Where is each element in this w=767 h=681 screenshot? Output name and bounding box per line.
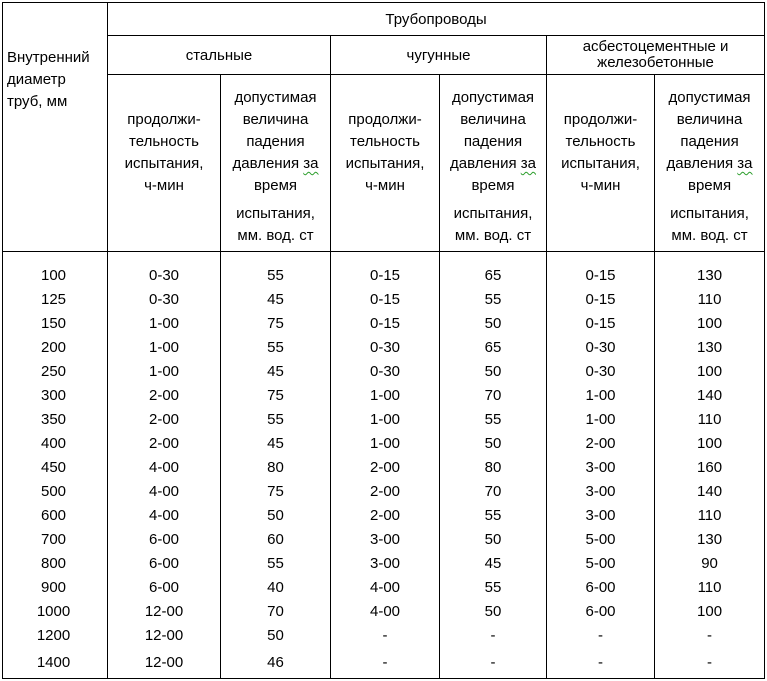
steel-duration-cell: 1-00 <box>108 336 221 360</box>
duration-header-line: продолжи- <box>348 111 422 128</box>
steel-drop-cell: 55 <box>221 408 331 432</box>
steel-duration-cell: 12-00 <box>108 648 221 679</box>
cast-iron-drop-cell: 50 <box>440 600 547 624</box>
diameter-cell: 125 <box>3 288 108 312</box>
table-row <box>3 600 765 624</box>
diameter-header <box>3 3 108 252</box>
diameter-cell: 350 <box>3 408 108 432</box>
pressure-drop-header-line: падения <box>680 133 739 150</box>
table-row <box>3 360 765 384</box>
steel-duration-cell: 0-30 <box>108 252 221 289</box>
steel-drop-cell: 40 <box>221 576 331 600</box>
duration-header <box>108 75 221 252</box>
steel-duration-cell: 6-00 <box>108 576 221 600</box>
table-body <box>3 252 765 679</box>
steel-duration-cell: 4-00 <box>108 504 221 528</box>
pressure-drop-header-line: величина <box>460 111 526 128</box>
pressure-word: давления <box>666 155 734 172</box>
duration-header-line: ч-мин <box>580 177 621 194</box>
asbestos-duration-cell: 0-30 <box>547 336 655 360</box>
diameter-cell: 1400 <box>3 648 108 679</box>
cast-iron-drop-cell: 80 <box>440 456 547 480</box>
pipeline-test-table <box>2 2 765 679</box>
material-steel-header: стальные <box>108 36 331 75</box>
diameter-cell: 200 <box>3 336 108 360</box>
cast-iron-duration-cell: 2-00 <box>331 456 440 480</box>
pressure-drop-header-line: время <box>687 177 732 194</box>
cast-iron-drop-cell: 55 <box>440 504 547 528</box>
table-row <box>3 432 765 456</box>
asbestos-duration-cell: 0-15 <box>547 312 655 336</box>
table-row <box>3 408 765 432</box>
steel-duration-cell: 2-00 <box>108 384 221 408</box>
cast-iron-duration-cell: 0-15 <box>331 252 440 289</box>
steel-drop-cell: 70 <box>221 600 331 624</box>
pressure-drop-header-line: допустимая <box>451 89 535 106</box>
table-row <box>3 648 765 679</box>
table-row <box>3 576 765 600</box>
pressure-drop-header-line: величина <box>676 111 743 128</box>
cast-iron-duration-cell: 0-30 <box>331 336 440 360</box>
pressure-drop-header-line: мм. вод. ст <box>237 227 314 244</box>
diameter-cell: 1000 <box>3 600 108 624</box>
table-row <box>3 252 765 289</box>
pressure-drop-header-line: допустимая <box>234 89 317 106</box>
cast-iron-duration-cell: 2-00 <box>331 480 440 504</box>
asbestos-drop-cell: 90 <box>655 552 765 576</box>
diameter-cell: 100 <box>3 252 108 289</box>
asbestos-duration-cell: 6-00 <box>547 576 655 600</box>
cast-iron-drop-cell: 50 <box>440 528 547 552</box>
steel-duration-cell: 4-00 <box>108 456 221 480</box>
duration-header-line: испытания, <box>124 155 204 172</box>
pressure-drop-header-line: падения <box>246 133 305 150</box>
cast-iron-drop-cell: 50 <box>440 432 547 456</box>
steel-drop-cell: 46 <box>221 648 331 679</box>
diameter-cell: 800 <box>3 552 108 576</box>
pressure-word: давления <box>232 155 300 172</box>
asbestos-duration-cell: 5-00 <box>547 552 655 576</box>
diameter-header-line: труб, мм <box>7 93 68 110</box>
cast-iron-duration-cell: 0-15 <box>331 288 440 312</box>
asbestos-drop-cell: 130 <box>655 252 765 289</box>
cast-iron-drop-cell: 70 <box>440 384 547 408</box>
asbestos-drop-cell: 110 <box>655 288 765 312</box>
pressure-drop-header-line: допустимая <box>668 89 751 106</box>
steel-drop-cell: 50 <box>221 624 331 648</box>
steel-duration-cell: 4-00 <box>108 480 221 504</box>
steel-duration-cell: 2-00 <box>108 408 221 432</box>
cast-iron-duration-cell: 1-00 <box>331 432 440 456</box>
asbestos-duration-cell: 0-15 <box>547 288 655 312</box>
cast-iron-drop-cell: 50 <box>440 360 547 384</box>
spellcheck-word-za: за <box>520 155 536 172</box>
steel-duration-cell: 1-00 <box>108 360 221 384</box>
table-row <box>3 528 765 552</box>
pressure-drop-header-line <box>658 153 761 175</box>
steel-drop-cell: 60 <box>221 528 331 552</box>
steel-drop-cell: 75 <box>221 312 331 336</box>
steel-drop-cell: 50 <box>221 504 331 528</box>
diameter-header-line: диаметр <box>7 71 66 88</box>
pressure-drop-header-line: мм. вод. ст <box>671 227 748 244</box>
cast-iron-duration-cell: - <box>331 624 440 648</box>
diameter-cell: 500 <box>3 480 108 504</box>
cast-iron-duration-cell: 1-00 <box>331 408 440 432</box>
asbestos-drop-cell: - <box>655 624 765 648</box>
cast-iron-drop-cell: 70 <box>440 480 547 504</box>
cast-iron-duration-cell: 0-30 <box>331 360 440 384</box>
asbestos-drop-cell: 140 <box>655 384 765 408</box>
cast-iron-drop-cell: - <box>440 624 547 648</box>
duration-header-line: ч-мин <box>365 177 405 194</box>
asbestos-duration-cell: - <box>547 624 655 648</box>
asbestos-duration-cell: 6-00 <box>547 600 655 624</box>
asbestos-duration-cell: 3-00 <box>547 480 655 504</box>
cast-iron-duration-cell: 3-00 <box>331 552 440 576</box>
cast-iron-drop-cell: 55 <box>440 408 547 432</box>
steel-duration-cell: 2-00 <box>108 432 221 456</box>
diameter-cell: 300 <box>3 384 108 408</box>
steel-duration-cell: 0-30 <box>108 288 221 312</box>
asbestos-duration-cell: 0-15 <box>547 252 655 289</box>
duration-header-line: тельность <box>565 133 636 150</box>
pressure-drop-header-line: мм. вод. ст <box>454 227 532 244</box>
cast-iron-duration-cell: 1-00 <box>331 384 440 408</box>
steel-drop-cell: 45 <box>221 360 331 384</box>
cast-iron-drop-cell: 50 <box>440 312 547 336</box>
asbestos-drop-cell: 100 <box>655 600 765 624</box>
pressure-drop-header-line <box>443 153 543 175</box>
pressure-drop-header-line: величина <box>242 111 309 128</box>
table-row <box>3 504 765 528</box>
cast-iron-drop-cell: 65 <box>440 252 547 289</box>
cast-iron-drop-cell: 65 <box>440 336 547 360</box>
cast-iron-drop-cell: 45 <box>440 552 547 576</box>
steel-drop-cell: 55 <box>221 552 331 576</box>
pressure-drop-header-line: испытания, <box>453 205 533 222</box>
cast-iron-duration-cell: 4-00 <box>331 600 440 624</box>
steel-drop-cell: 80 <box>221 456 331 480</box>
diameter-cell: 600 <box>3 504 108 528</box>
cast-iron-drop-cell: - <box>440 648 547 679</box>
duration-header <box>331 75 440 252</box>
diameter-cell: 250 <box>3 360 108 384</box>
steel-drop-cell: 45 <box>221 288 331 312</box>
asbestos-drop-cell: 160 <box>655 456 765 480</box>
steel-drop-cell: 45 <box>221 432 331 456</box>
steel-duration-cell: 12-00 <box>108 624 221 648</box>
asbestos-drop-cell: 110 <box>655 504 765 528</box>
table-row <box>3 288 765 312</box>
asbestos-duration-cell: 0-30 <box>547 360 655 384</box>
cast-iron-duration-cell: 2-00 <box>331 504 440 528</box>
pressure-drop-header <box>440 75 547 252</box>
steel-drop-cell: 75 <box>221 384 331 408</box>
table-row <box>3 384 765 408</box>
asbestos-drop-cell: 100 <box>655 432 765 456</box>
pressure-drop-header-line: испытания, <box>236 205 315 222</box>
pressure-drop-header-line <box>224 153 327 175</box>
spellcheck-word-za: за <box>737 155 753 172</box>
table-row <box>3 336 765 360</box>
asbestos-duration-cell: 3-00 <box>547 504 655 528</box>
table-row <box>3 480 765 504</box>
pressure-drop-header-line: падения <box>463 133 523 150</box>
cast-iron-duration-cell: 4-00 <box>331 576 440 600</box>
pressure-drop-header-line: время <box>253 177 298 194</box>
duration-header <box>547 75 655 252</box>
table-header <box>3 3 765 252</box>
asbestos-drop-cell: 100 <box>655 312 765 336</box>
asbestos-drop-cell: 130 <box>655 336 765 360</box>
table-row <box>3 312 765 336</box>
asbestos-drop-cell: 100 <box>655 360 765 384</box>
duration-header-line: испытания, <box>345 155 425 172</box>
steel-duration-cell: 6-00 <box>108 528 221 552</box>
steel-duration-cell: 6-00 <box>108 552 221 576</box>
cast-iron-drop-cell: 55 <box>440 288 547 312</box>
pressure-drop-header-line: испытания, <box>670 205 749 222</box>
diameter-cell: 150 <box>3 312 108 336</box>
diameter-cell: 400 <box>3 432 108 456</box>
spellcheck-word-za: за <box>303 155 319 172</box>
duration-header-line: тельность <box>350 133 420 150</box>
asbestos-duration-cell: 1-00 <box>547 384 655 408</box>
cast-iron-duration-cell: 0-15 <box>331 312 440 336</box>
pressure-drop-header <box>221 75 331 252</box>
steel-drop-cell: 55 <box>221 336 331 360</box>
pipelines-header: Трубопроводы <box>108 3 765 36</box>
diameter-cell: 1200 <box>3 624 108 648</box>
pressure-drop-header-line: время <box>471 177 515 194</box>
material-cast-iron-header: чугунные <box>331 36 547 75</box>
cast-iron-drop-cell: 55 <box>440 576 547 600</box>
cast-iron-duration-cell: - <box>331 648 440 679</box>
diameter-cell: 450 <box>3 456 108 480</box>
steel-duration-cell: 1-00 <box>108 312 221 336</box>
steel-drop-cell: 75 <box>221 480 331 504</box>
asbestos-drop-cell: 110 <box>655 576 765 600</box>
pressure-drop-header <box>655 75 765 252</box>
diameter-cell: 700 <box>3 528 108 552</box>
asbestos-drop-cell: - <box>655 648 765 679</box>
duration-header-line: продолжи- <box>563 111 638 128</box>
asbestos-duration-cell: - <box>547 648 655 679</box>
asbestos-duration-cell: 3-00 <box>547 456 655 480</box>
steel-duration-cell: 12-00 <box>108 600 221 624</box>
table-row <box>3 552 765 576</box>
steel-drop-cell: 55 <box>221 252 331 289</box>
asbestos-duration-cell: 5-00 <box>547 528 655 552</box>
material-asbestos-concrete-header: асбестоцементные и железобетонные <box>547 36 765 75</box>
asbestos-drop-cell: 110 <box>655 408 765 432</box>
asbestos-drop-cell: 140 <box>655 480 765 504</box>
diameter-header-line: Внутренний <box>7 49 90 66</box>
duration-header-line: ч-мин <box>144 177 184 194</box>
duration-header-line: испытания, <box>561 155 640 172</box>
asbestos-duration-cell: 2-00 <box>547 432 655 456</box>
asbestos-duration-cell: 1-00 <box>547 408 655 432</box>
table-row <box>3 624 765 648</box>
table-row <box>3 456 765 480</box>
asbestos-drop-cell: 130 <box>655 528 765 552</box>
duration-header-line: продолжи- <box>127 111 201 128</box>
duration-header-line: тельность <box>129 133 199 150</box>
pressure-word: давления <box>449 155 517 172</box>
cast-iron-duration-cell: 3-00 <box>331 528 440 552</box>
diameter-cell: 900 <box>3 576 108 600</box>
